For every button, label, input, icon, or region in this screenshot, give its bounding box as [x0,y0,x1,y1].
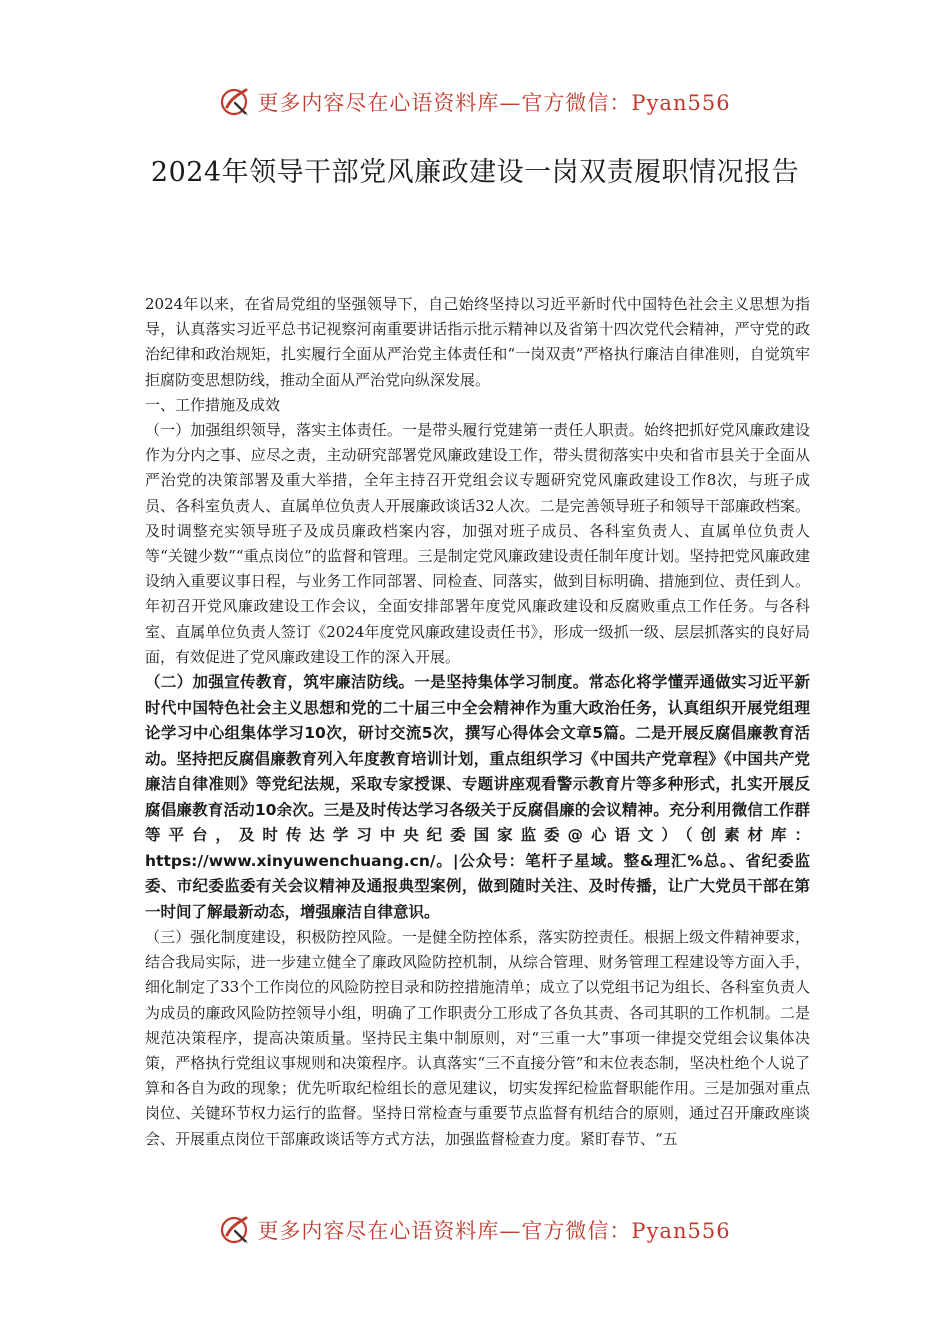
document-title: 2024年领导干部党风廉政建设一岗双责履职情况报告 [150,157,800,188]
brush-pen-logo-icon [219,1213,253,1247]
section-heading: 一、工作措施及成效 [145,395,281,414]
watermark-banner-top [0,84,950,120]
paragraph-system-building: （三）强化制度建设，积极防控风险。一是健全防控体系，落实防控责任。根据上级文件精神要求，结合我局实际，进一步建立健全了廉政风险防控机制，从综合管理、财务管理工程建设等方面入手，细化制定了33个工作岗位的风险防控目录和防控措施清单；成立了以党组书记为组长、各科室负责人为成员的廉政风险防控领导小组，明确了工作职责分工形成了各负其责、各司其职的工作机制。二是规范决策程序，提高决策质量。坚持民主集中制原则，对“三重一大”事项一律提交党组会议集体决策，严格执行党组议事规则和决策程序。认真落实“三不直接分管”和末位表态制，坚决杜绝个人说了算和各自为政的现象；优先听取纪检组长的意见建议，切实发挥纪检监督职能作用。三是加强对重点岗位、关键环节权力运行的监督。坚持日常检查与重要节点监督有机结合的原则，通过召开廉政座谈会、开展重点岗位干部廉政谈话等方式方法，加强监督检查力度。紧盯春节、“五 [145,928,810,1148]
watermark-text: 更多内容尽在心语资料库—官方微信：Pyan556 [257,1219,731,1243]
watermark-banner-bottom [0,1212,950,1248]
paragraph-education: （二）加强宣传教育，筑牢廉洁防线。一是坚持集体学习制度。常态化将学懂弄通做实习近平新时代中国特色社会主义思想和党的二十届三中全会精神作为重大政治任务，认真组织开展党组理论学习中心组集体学习10次，研讨交流5次，撰写心得体会文章5篇。二是开展反腐倡廉教育活动。坚持把反腐倡廉教育列入年度教育培训计划，重点组织学习《中国共产党章程》《中国共产党廉洁自律准则》等党纪法规，采取专家授课、专题讲座观看警示教育片等多种形式，扎实开展反腐倡廉教育活动10余次。三是及时传达学习各级关于反腐倡廉的会议精神。充分利用微信工作群等平台，及时传达学习中央纪委国家监委@心语文）（创素材库：https://www.xinyuwenchuang.cn/。|公众号：笔杆子星域。整&理汇%总。、省纪委监委、市纪委监委有关会议精神及通报典型案例，做到随时关注、及时传播，让广大党员干部在第一时间了解最新动态，增强廉洁自律意识。 [145,673,810,921]
watermark-text: 更多内容尽在心语资料库—官方微信：Pyan556 [257,91,731,115]
document-body [145,292,810,1152]
paragraph-organization-leadership: （一）加强组织领导，落实主体责任。一是带头履行党建第一责任人职责。始终把抓好党风廉政建设作为分内之事、应尽之责，主动研究部署党风廉政建设工作，带头贯彻落实中央和省市县关于全面从严治党的决策部署及重大举措，全年主持召开党组会议专题研究党风廉政建设工作8次，与班子成员、各科室负责人、直属单位负责人开展廉政谈话32人次。二是完善领导班子和领导干部廉政档案。及时调整充实领导班子及成员廉政档案内容，加强对班子成员、各科室负责人、直属单位负责人等“关键少数”“重点岗位”的监督和管理。三是制定党风廉政建设责任制年度计划。坚持把党风廉政建设纳入重要议事日程，与业务工作同部署、同检查、同落实，做到目标明确、措施到位、责任到人。年初召开党风廉政建设工作会议，全面安排部署年度党风廉政建设和反腐败重点工作任务。与各科室、直属单位负责人签订《2024年度党风廉政建设责任书》，形成一级抓一级、层层抓落实的良好局面，有效促进了党风廉政建设工作的深入开展。 [145,421,810,666]
intro-paragraph: 2024年以来，在省局党组的坚强领导下，自己始终坚持以习近平新时代中国特色社会主义思想为指导，认真落实习近平总书记视察河南重要讲话指示批示精神以及省第十四次党代会精神，严守党的政治纪律和政治规矩，扎实履行全面从严治党主体责任和“一岗双责”严格执行廉洁自律准则，自觉筑牢拒腐防变思想防线，推动全面从严治党向纵深发展。 [145,295,810,389]
brush-pen-logo-icon [219,85,253,119]
